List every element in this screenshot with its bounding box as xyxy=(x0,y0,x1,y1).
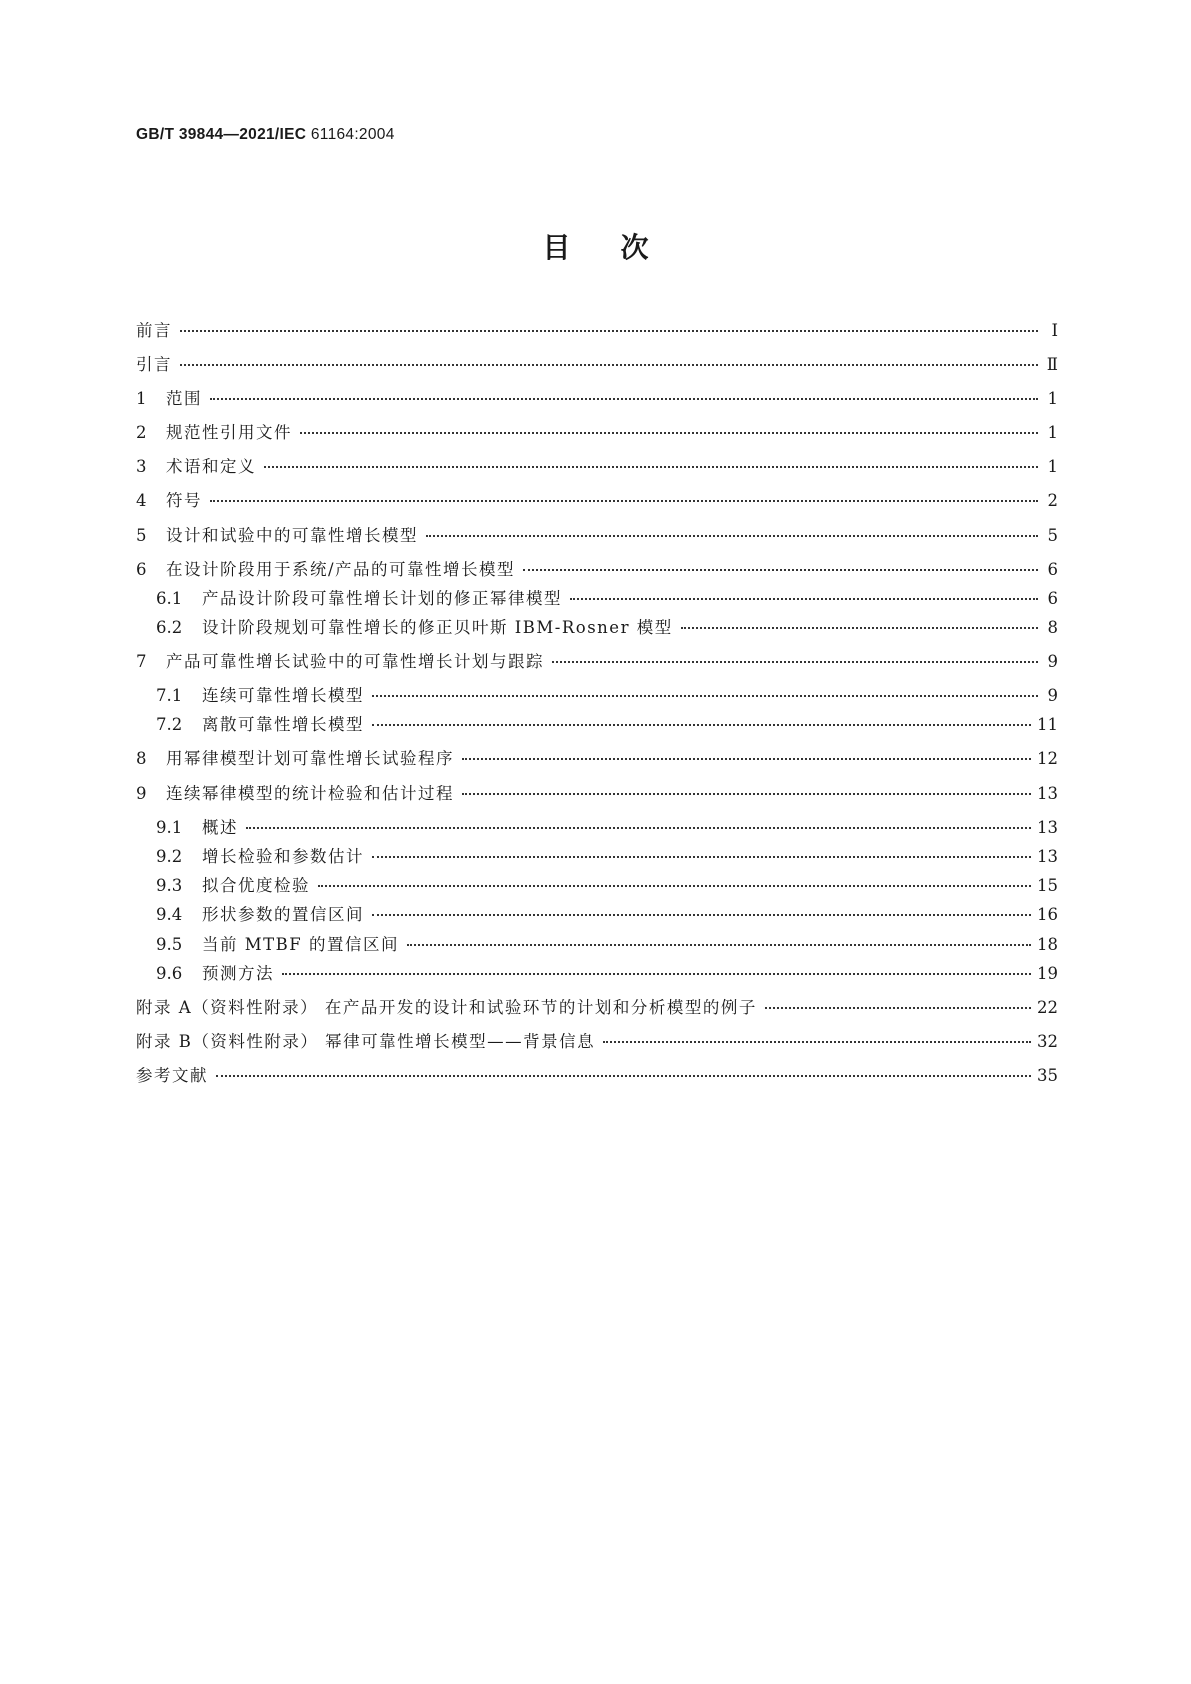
toc-entry-page: 6 xyxy=(1047,589,1058,608)
dot-leader xyxy=(603,1040,1031,1043)
toc-entry-number: 1 xyxy=(136,389,147,408)
toc-entry-label: 附录 B（资料性附录） 幂律可靠性增长模型——背景信息 xyxy=(136,1032,596,1051)
toc-entry[interactable] xyxy=(136,321,1058,340)
dot-leader xyxy=(210,397,1038,400)
dot-leader xyxy=(462,757,1031,760)
toc-entry[interactable] xyxy=(136,905,1058,924)
toc-entry-label: 概述 xyxy=(202,818,238,837)
toc-entry[interactable] xyxy=(136,618,1058,637)
toc-entry-page: 19 xyxy=(1037,964,1058,983)
toc-entry-page: 11 xyxy=(1037,715,1058,734)
toc-entry[interactable] xyxy=(136,686,1058,705)
toc-entry-page: 13 xyxy=(1037,818,1058,837)
toc-entry[interactable] xyxy=(136,1032,1058,1051)
dot-leader xyxy=(300,431,1038,434)
toc-entry-label: 术语和定义 xyxy=(166,457,256,476)
toc-entry[interactable] xyxy=(136,847,1058,866)
toc-entry-number: 9.4 xyxy=(156,905,183,924)
toc-entry-number: 9.2 xyxy=(156,847,183,866)
toc-entry[interactable] xyxy=(136,876,1058,895)
toc-entry-number: 7 xyxy=(136,652,147,671)
toc-entry-page: 22 xyxy=(1037,998,1058,1017)
toc-entry-label: 范围 xyxy=(166,389,202,408)
dot-leader xyxy=(426,534,1038,537)
toc-entry[interactable] xyxy=(136,389,1058,408)
toc-entry-label: 设计阶段规划可靠性增长的修正贝叶斯 IBM-Rosner 模型 xyxy=(202,618,673,637)
toc-entry-page: 35 xyxy=(1037,1066,1058,1085)
toc-entry[interactable] xyxy=(136,935,1058,954)
toc-entry-label: 前言 xyxy=(136,321,172,340)
toc-entry-number: 9.5 xyxy=(156,935,183,954)
toc-entry-label: 附录 A（资料性附录） 在产品开发的设计和试验环节的计划和分析模型的例子 xyxy=(136,998,757,1017)
toc-entry[interactable] xyxy=(136,423,1058,442)
dot-leader xyxy=(372,913,1031,916)
toc-entry-label: 形状参数的置信区间 xyxy=(202,905,364,924)
dot-leader xyxy=(765,1006,1031,1009)
dot-leader xyxy=(372,855,1031,858)
toc-entry[interactable] xyxy=(136,652,1058,671)
toc-entry-label: 在设计阶段用于系统/产品的可靠性增长模型 xyxy=(166,560,516,579)
toc-entry-page: 12 xyxy=(1037,749,1058,768)
toc-entry-label: 符号 xyxy=(166,491,202,510)
dot-leader xyxy=(462,792,1031,795)
toc-entry-number: 6.2 xyxy=(156,618,183,637)
toc-entry-page: 9 xyxy=(1047,686,1058,705)
toc-entry[interactable] xyxy=(136,1066,1058,1085)
dot-leader xyxy=(523,568,1038,571)
toc-entry-page: 8 xyxy=(1047,618,1058,637)
toc-entry-number: 8 xyxy=(136,749,147,768)
dot-leader xyxy=(552,660,1038,663)
toc-entry-label: 规范性引用文件 xyxy=(166,423,292,442)
toc-entry[interactable] xyxy=(136,560,1058,579)
toc-entry-page: Ⅰ xyxy=(1051,321,1058,340)
toc-entry-number: 9 xyxy=(136,784,147,803)
toc-entry[interactable] xyxy=(136,491,1058,510)
toc-entry[interactable] xyxy=(136,818,1058,837)
toc-entry-number: 6.1 xyxy=(156,589,183,608)
dot-leader xyxy=(570,597,1038,600)
toc-entry[interactable] xyxy=(136,749,1058,768)
toc-entry-label: 产品可靠性增长试验中的可靠性增长计划与跟踪 xyxy=(166,652,544,671)
toc-entry-number: 3 xyxy=(136,457,147,476)
toc-entry-label: 引言 xyxy=(136,355,172,374)
toc-entry-label: 参考文献 xyxy=(136,1066,208,1085)
dot-leader xyxy=(180,329,1038,332)
toc-entry-number: 9.6 xyxy=(156,964,183,983)
toc-entry-label: 离散可靠性增长模型 xyxy=(202,715,364,734)
toc-entry-label: 产品设计阶段可靠性增长计划的修正幂律模型 xyxy=(202,589,562,608)
toc-entry-number: 9.3 xyxy=(156,876,183,895)
toc-entry-number: 2 xyxy=(136,423,147,442)
dot-leader xyxy=(407,943,1031,946)
toc-entry-label: 当前 MTBF 的置信区间 xyxy=(202,935,399,954)
toc-entry[interactable] xyxy=(136,457,1058,476)
toc-entry-page: 13 xyxy=(1037,847,1058,866)
toc-entry-label: 设计和试验中的可靠性增长模型 xyxy=(166,526,418,545)
toc-entry-number: 5 xyxy=(136,526,147,545)
standard-code: GB/T 39844—2021/IEC xyxy=(136,126,307,143)
toc-entry-number: 9.1 xyxy=(156,818,183,837)
dot-leader xyxy=(372,723,1031,726)
toc-entry-label: 用幂律模型计划可靠性增长试验程序 xyxy=(166,749,454,768)
dot-leader xyxy=(180,363,1038,366)
toc-entry-number: 7.1 xyxy=(156,686,183,705)
toc-entry-number: 7.2 xyxy=(156,715,183,734)
standard-code-suffix: 61164:2004 xyxy=(310,126,395,143)
toc-entry-page: 1 xyxy=(1047,389,1058,408)
toc-entry-label: 连续可靠性增长模型 xyxy=(202,686,364,705)
toc-entry-label: 拟合优度检验 xyxy=(202,876,310,895)
dot-leader xyxy=(216,1074,1031,1077)
toc-entry-page: 1 xyxy=(1047,423,1058,442)
toc-entry[interactable] xyxy=(136,355,1058,374)
toc-entry[interactable] xyxy=(136,526,1058,545)
toc-entry-page: 18 xyxy=(1037,935,1058,954)
document-code xyxy=(136,126,395,144)
toc-entry-page: 13 xyxy=(1037,784,1058,803)
toc-entry[interactable] xyxy=(136,715,1058,734)
toc-entry-page: 15 xyxy=(1037,876,1058,895)
toc-entry-page: 6 xyxy=(1047,560,1058,579)
toc-entry-page: 5 xyxy=(1047,526,1058,545)
toc-entry-page: Ⅱ xyxy=(1046,355,1058,374)
dot-leader xyxy=(282,972,1031,975)
dot-leader xyxy=(264,465,1038,468)
toc-entry[interactable] xyxy=(136,784,1058,803)
toc-entry-page: 1 xyxy=(1047,457,1058,476)
toc-entry-number: 6 xyxy=(136,560,147,579)
dot-leader xyxy=(681,626,1038,629)
toc-entry-label: 连续幂律模型的统计检验和估计过程 xyxy=(166,784,454,803)
dot-leader xyxy=(318,884,1031,887)
toc-entry-label: 预测方法 xyxy=(202,964,274,983)
toc-entry-page: 9 xyxy=(1047,652,1058,671)
toc-entry-label: 增长检验和参数估计 xyxy=(202,847,364,866)
toc-entry[interactable] xyxy=(136,589,1058,608)
page-title: 目次 xyxy=(542,231,699,264)
toc-entry-page: 32 xyxy=(1037,1032,1058,1051)
dot-leader xyxy=(372,694,1038,697)
toc-entry-page: 2 xyxy=(1047,491,1058,510)
toc-entry-page: 16 xyxy=(1037,905,1058,924)
toc-entry-number: 4 xyxy=(136,491,147,510)
dot-leader xyxy=(246,826,1031,829)
toc-entry[interactable] xyxy=(136,998,1058,1017)
dot-leader xyxy=(210,499,1038,502)
toc-entry[interactable] xyxy=(136,964,1058,983)
